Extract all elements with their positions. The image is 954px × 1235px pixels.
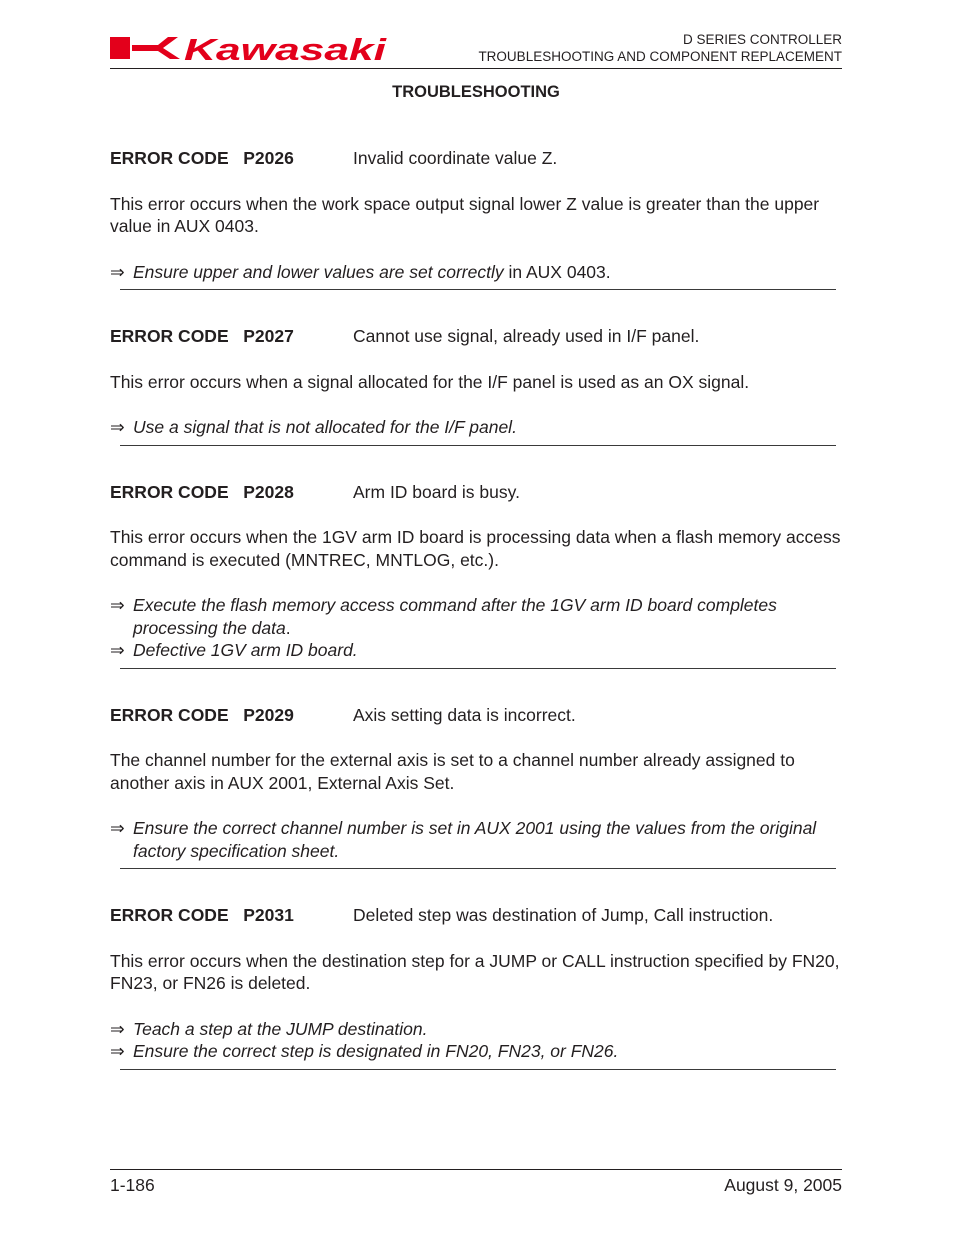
remedy-item [110,416,842,439]
remedy-italic: Use a signal that is not allocated for the I/F panel. [133,417,517,437]
header-series: D SERIES CONTROLLER [682,32,842,47]
header-rule [110,68,842,69]
error-code-description: Arm ID board is busy. [353,481,520,502]
logo-wordmark: Kawasaki [184,33,388,65]
remedy-plain: . [285,617,291,638]
error-explanation: The channel number for the external axis is set to a channel number already assigned to another axis in AUX 2001, External Axis Set. [110,750,795,793]
remedy-text [133,416,517,439]
error-explanation: This error occurs when a signal allocated for the I/F panel is used as an OX signal. [110,371,750,392]
error-code-description: Axis setting data is incorrect. [353,704,576,725]
remedy-italic: Ensure upper and lower values are set correctly [133,261,504,282]
error-explanation: This error occurs when the destination step for a JUMP or CALL instruction specified by FN20, FN23, or FN26 is deleted. [110,950,840,993]
remedy-italic: Execute the flash memory access command after the 1GV arm ID board completes processing the data [133,595,777,638]
remedy-text [133,1018,427,1041]
error-code-description: Invalid coordinate value Z. [353,148,558,168]
arrow-icon: ⇒ [110,818,125,838]
error-entry [110,704,842,870]
error-code-description: Cannot use signal, already used in I/F panel. [353,326,700,346]
error-code-label: ERROR CODE P2026 [110,148,294,168]
remedy-italic: Ensure the correct step is designated in FN20, FN23, or FN26. [133,1041,619,1061]
page-number: 1-186 [110,1175,155,1195]
error-code-line [110,904,842,927]
page-date: August 9, 2005 [724,1175,842,1195]
header-chapter: TROUBLESHOOTING AND COMPONENT REPLACEMENT [478,49,842,64]
remedy-text [133,1040,618,1063]
section-title: TROUBLESHOOTING [392,83,560,101]
error-code-description: Deleted step was destination of Jump, Call instruction. [353,905,774,925]
entry-separator [120,445,836,446]
error-code-label: ERROR CODE P2031 [110,905,294,925]
error-entry [110,325,842,446]
error-code-label: ERROR CODE P2027 [110,326,294,346]
remedy-item [110,1018,842,1041]
error-code-line [110,704,842,727]
error-code-line [110,481,842,504]
error-explanation: This error occurs when the 1GV arm ID board is processing data when a flash memory access command is executed (MNTREC, MNTLOG, etc.). [110,527,841,570]
error-code-label: ERROR CODE P2029 [110,704,294,725]
remedy-item [110,817,842,862]
kawasaki-logo [110,33,388,65]
arrow-icon: ⇒ [110,261,125,282]
arrow-icon: ⇒ [110,595,125,615]
error-entry [110,481,842,669]
remedy-italic: Defective 1GV arm ID board. [133,640,358,660]
arrow-icon: ⇒ [110,1041,125,1061]
footer-rule [110,1169,842,1170]
remedy-item [110,594,842,639]
arrow-icon: ⇒ [110,1018,125,1039]
error-code-line [110,325,842,348]
remedy-text [133,261,611,284]
error-entry [110,904,842,1070]
arrow-icon: ⇒ [110,417,125,437]
remedy-italic: Teach a step at the JUMP destination. [133,1018,428,1039]
remedy-text [133,594,842,639]
remedy-item [110,1040,842,1063]
remedy-item [110,639,842,662]
error-code-label: ERROR CODE P2028 [110,481,294,502]
remedy-italic: Ensure the correct channel number is set in AUX 2001 using the values from the original factory specification sheet. [133,818,817,861]
entry-separator [120,668,836,669]
error-code-list [110,147,842,1105]
entry-separator [120,1069,836,1070]
remedy-item [110,261,842,284]
entry-separator [120,289,836,290]
entry-separator [120,868,836,869]
error-explanation: This error occurs when the work space output signal lower Z value is greater than the upper value in AUX 0403. [110,193,820,236]
remedy-plain: in AUX 0403. [503,261,611,282]
remedy-text [133,639,358,662]
arrow-icon: ⇒ [110,640,125,660]
error-entry [110,147,842,290]
remedy-text [133,817,842,862]
error-code-line [110,147,842,170]
